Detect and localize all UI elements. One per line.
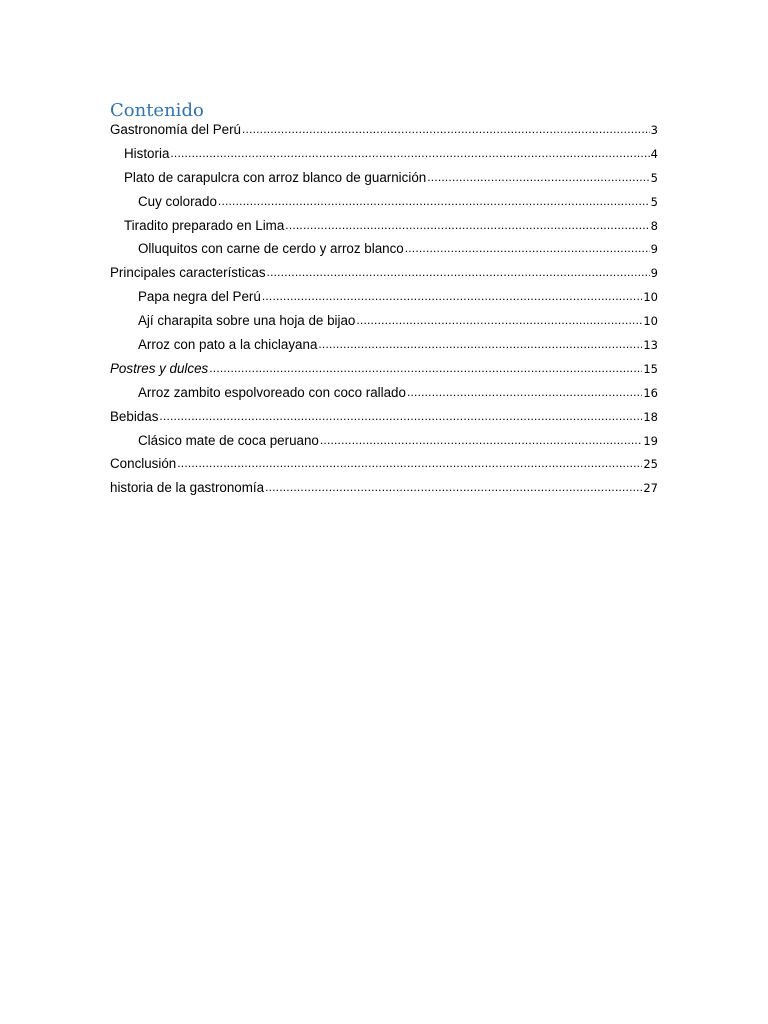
toc-entry[interactable]: [110, 409, 658, 433]
toc-page-number: 8: [650, 218, 658, 233]
toc-entry[interactable]: [110, 289, 658, 313]
toc-dot-leader: [318, 336, 642, 351]
toc-entry[interactable]: [110, 385, 658, 409]
toc-dot-leader: [242, 121, 650, 136]
toc-dot-leader: [177, 455, 642, 470]
toc-entry-label: Bebidas: [110, 408, 159, 424]
toc-dot-leader: [170, 145, 649, 160]
toc-entry[interactable]: [110, 361, 658, 385]
toc-entry-label: Papa negra del Perú: [138, 289, 261, 305]
toc-page-number: 27: [643, 481, 658, 496]
toc-list: [110, 122, 658, 504]
toc-page-number: 3: [650, 123, 658, 137]
toc-dot-leader: [209, 360, 642, 375]
toc-entry[interactable]: [110, 194, 658, 218]
toc-dot-leader: [265, 479, 642, 494]
toc-title: Contenido: [110, 100, 204, 121]
toc-page-number: 15: [643, 361, 658, 376]
toc-entry-label: Clásico mate de coca peruano: [138, 432, 319, 448]
toc-page-number: 9: [650, 242, 658, 257]
toc-entry-label: Cuy colorado: [138, 193, 217, 209]
table-of-contents: [110, 100, 658, 504]
toc-entry[interactable]: [110, 146, 658, 170]
toc-entry-label: Historia: [124, 145, 170, 161]
toc-entry-label: Arroz zambito espolvoreado con coco rallado: [138, 384, 406, 400]
toc-entry-label: Olluquitos con carne de cerdo y arroz blanco: [138, 241, 404, 257]
toc-entry-label: Conclusión: [110, 456, 177, 472]
toc-dot-leader: [285, 217, 649, 232]
toc-dot-leader: [267, 264, 650, 279]
toc-page-number: 9: [650, 266, 658, 281]
toc-entry[interactable]: [110, 456, 658, 480]
toc-entry-label: historia de la gastronomía: [110, 480, 265, 496]
toc-entry-label: Postres y dulces: [110, 360, 209, 376]
toc-page-number: 4: [650, 146, 658, 161]
toc-page-number: 16: [643, 385, 658, 400]
toc-dot-leader: [427, 169, 649, 184]
toc-entry[interactable]: [110, 241, 658, 265]
toc-dot-leader: [320, 432, 642, 447]
toc-entry-label: Arroz con pato a la chiclayana: [138, 337, 318, 353]
toc-entry[interactable]: [110, 480, 658, 504]
toc-page-number: 5: [650, 170, 658, 185]
toc-entry[interactable]: [110, 122, 658, 146]
toc-entry[interactable]: [110, 313, 658, 337]
toc-page-number: 10: [643, 314, 658, 329]
toc-entry-label: Gastronomía del Perú: [110, 122, 241, 137]
toc-page-number: 19: [643, 433, 658, 448]
toc-dot-leader: [218, 193, 650, 208]
toc-entry-label: Principales características: [110, 265, 266, 281]
toc-dot-leader: [405, 240, 650, 255]
toc-entry-label: Tiradito preparado en Lima: [124, 217, 285, 233]
toc-dot-leader: [407, 384, 642, 399]
toc-entry[interactable]: [110, 337, 658, 361]
toc-page-number: 10: [643, 290, 658, 305]
toc-entry-label: Plato de carapulcra con arroz blanco de guarnición: [124, 169, 427, 185]
toc-dot-leader: [356, 312, 642, 327]
toc-page-number: 13: [643, 338, 658, 353]
toc-dot-leader: [159, 408, 642, 423]
toc-entry[interactable]: [110, 433, 658, 457]
toc-entry[interactable]: [110, 170, 658, 194]
toc-dot-leader: [262, 288, 643, 303]
toc-page-number: 18: [643, 409, 658, 424]
toc-entry[interactable]: [110, 218, 658, 242]
toc-entry[interactable]: [110, 265, 658, 289]
toc-page-number: 25: [643, 457, 658, 472]
toc-page-number: 5: [650, 194, 658, 209]
toc-entry-label: Ají charapita sobre una hoja de bijao: [138, 313, 356, 329]
